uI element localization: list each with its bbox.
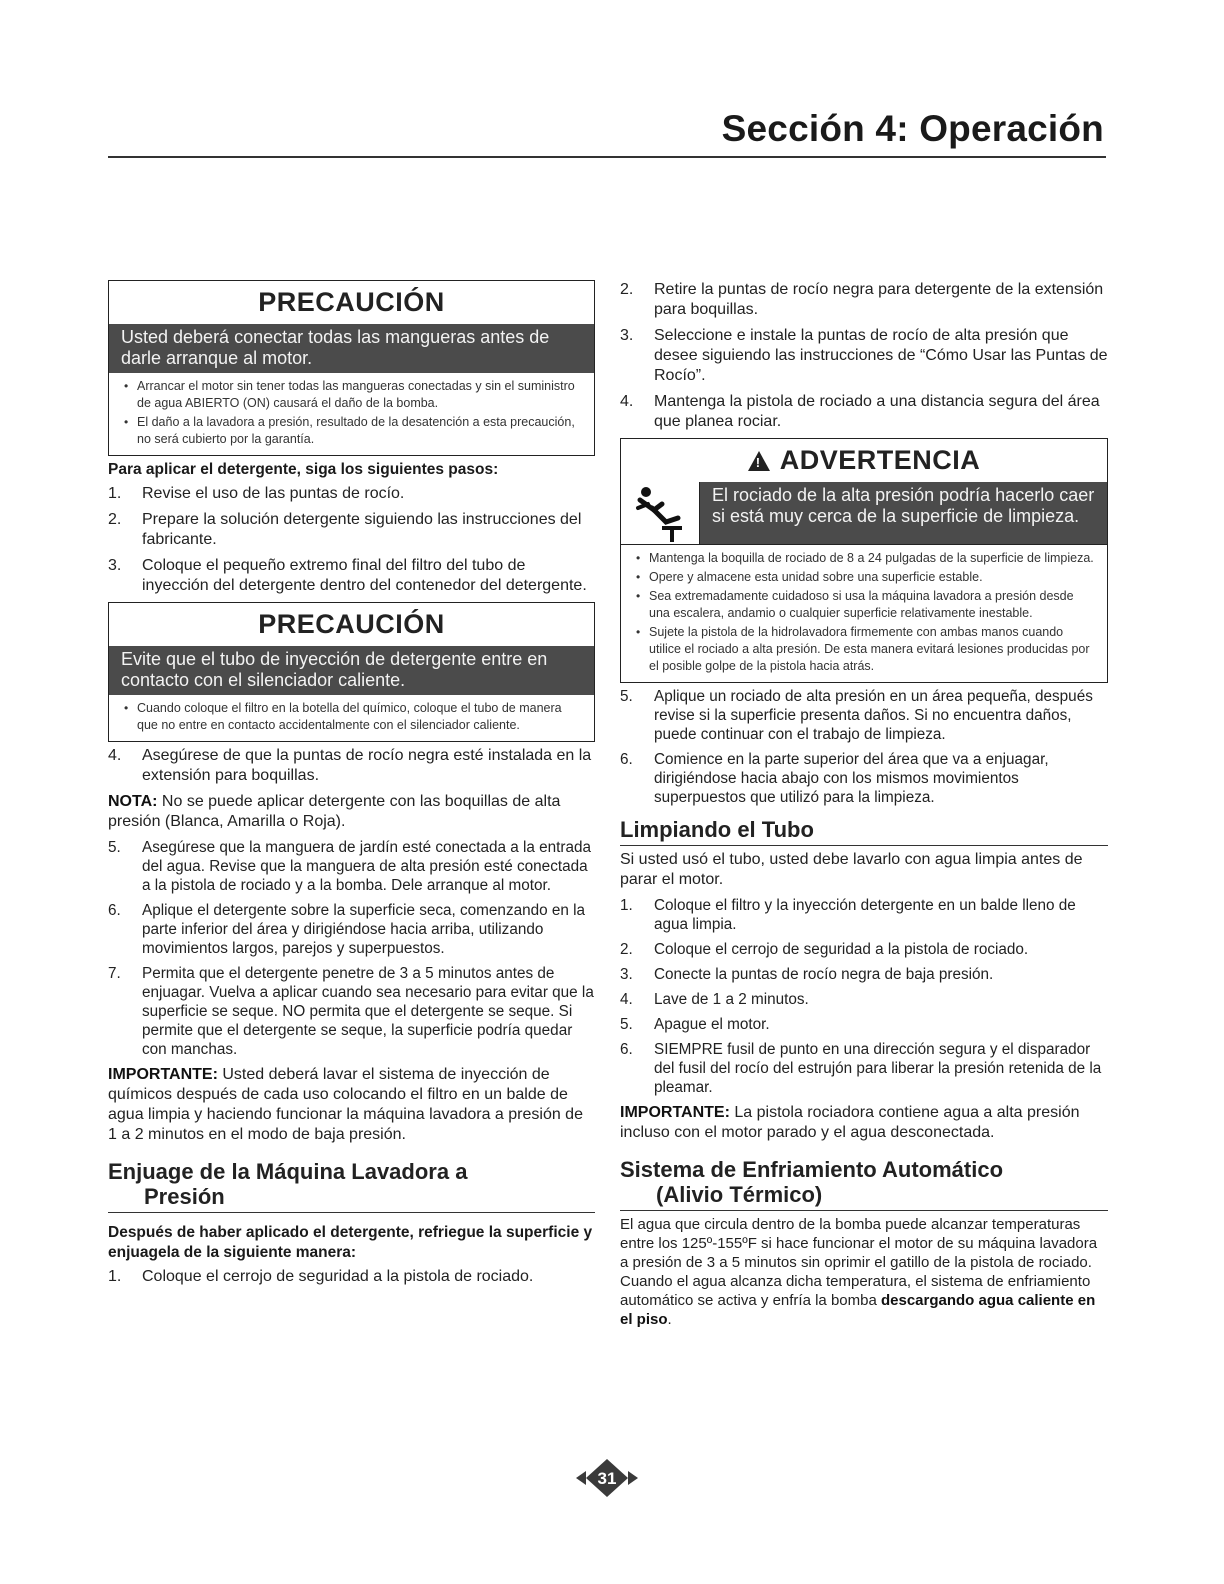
tube-steps bbox=[620, 896, 1108, 1097]
step-item: 3. Coloque el pequeño extremo final del filtro del tubo de inyección del detergente dentro del contenedor del detergente. bbox=[108, 557, 587, 594]
step-item: 1. Coloque el filtro y la inyección detergente en un balde lleno de agua limpia. bbox=[620, 897, 1076, 933]
caution-bullet: • Arrancar el motor sin tener todas las mangueras conectadas y sin el suministro de agua ABIERTO (ON) causará el daño de la bomba. bbox=[137, 378, 584, 412]
cooling-heading: Sistema de Enfriamiento Automático (Alivio Térmico) bbox=[620, 1157, 1108, 1211]
warning-band: El rociado de la alta presión podría hacerlo caer si está muy cerca de la superficie de limpieza. bbox=[700, 482, 1107, 544]
tube-intro: Si usted usó el tubo, usted debe lavarlo con agua limpia antes de parar el motor. bbox=[620, 851, 1083, 888]
caution-title: PRECAUCIÓN bbox=[258, 609, 445, 639]
step-item: 2. Coloque el cerrojo de seguridad a la pistola de rociado. bbox=[620, 941, 1029, 958]
detergent-steps-cont bbox=[108, 746, 595, 786]
rinse-steps bbox=[108, 1267, 595, 1287]
warning-row bbox=[621, 482, 1107, 544]
caution-bullet: • El daño a la lavadora a presión, resultado de la desatención a esta precaución, no será cubierto por la garantía. bbox=[137, 414, 584, 448]
title-rule bbox=[108, 156, 1106, 158]
rinse-steps-later bbox=[620, 687, 1108, 807]
caution-bullets bbox=[109, 695, 594, 741]
step-item: 6. SIEMPRE fusil de punto en una dirección segura y el disparador del fusil del rocío del estrujón para liberar la presión retenida de la pleamar. bbox=[620, 1041, 1102, 1096]
caution-box-1 bbox=[108, 280, 595, 456]
step-item: 1. Revise el uso de las puntas de rocío. bbox=[108, 485, 405, 502]
step-item: 1. Coloque el cerrojo de seguridad a la pistola de rociado. bbox=[108, 1268, 534, 1285]
warning-header bbox=[621, 439, 1107, 482]
step-item: 4. Lave de 1 a 2 minutos. bbox=[620, 991, 809, 1008]
cooling-paragraph: El agua que circula dentro de la bomba puede alcanzar temperaturas entre los 125º-155ºF si hace funcionar el motor de su máquina lavadora a presión de 3 a 5 minutos sin oprimir el gatillo de la pistola de rociado. Cuando el agua alcanza dicha temperatura, el sistema de enfriamiento automático se activa y enfría la bomba descargando agua caliente en el piso. bbox=[620, 1216, 1098, 1328]
caution-bullets bbox=[109, 373, 594, 455]
detergent-steps-later bbox=[108, 838, 595, 1059]
caution-band: Usted deberá conectar todas las mangueras antes de darle arranque al motor. bbox=[109, 324, 594, 373]
warning-bullet: • Sujete la pistola de la hidrolavadora firmemente con ambas manos cuando utilice el rociado a alta presión. De esta manera evitará lesiones producidas por el posible golpe de la pistola hacia atrás. bbox=[649, 624, 1097, 675]
caution-title: PRECAUCIÓN bbox=[258, 287, 445, 317]
right-column bbox=[620, 280, 1108, 1335]
step-item: 3. Conecte la puntas de rocío negra de baja presión. bbox=[620, 966, 994, 983]
caution-bullet: • Cuando coloque el filtro en la botella del químico, coloque el tubo de manera que no entre en contacto accidentalmente con el silenciador caliente. bbox=[137, 700, 584, 734]
rinse-heading: Enjuage de la Máquina Lavadora a Presión bbox=[108, 1159, 595, 1213]
detergent-steps bbox=[108, 484, 595, 596]
step-item: 2. Retire la puntas de rocío negra para detergente de la extensión para boquillas. bbox=[620, 281, 1104, 318]
page-number-badge bbox=[576, 1459, 638, 1497]
step-item: 4. Asegúrese de que la puntas de rocío negra esté instalada en la extensión para boquillas. bbox=[108, 747, 592, 784]
warning-triangle-icon bbox=[748, 451, 770, 471]
warning-bullet: • Mantenga la boquilla de rociado de 8 a 24 pulgadas de la superficie de limpieza. bbox=[649, 550, 1097, 567]
caution-box-2 bbox=[108, 602, 595, 742]
page-number: 31 bbox=[597, 1469, 617, 1488]
step-item: 6. Comience en la parte superior del área que va a enjuagar, dirigiéndose hacia abajo con los mismos movimientos superpuestos que utilizó para la limpieza. bbox=[620, 751, 1049, 806]
step-item: 5. Aplique un rociado de alta presión en un área pequeña, después revise si la superficie presenta daños. Si no encuentra daños, puede continuar con el trabajo de limpieza. bbox=[620, 688, 1093, 743]
step-item: 3. Seleccione e instale la puntas de rocío de alta presión que desee siguiendo las instrucciones de “Cómo Usar las Puntas de Rocío”. bbox=[620, 327, 1108, 384]
warning-bullet: • Sea extremadamente cuidadoso si usa la máquina lavadora a presión desde una escalera, andamio o cualquier superficie relativamente inestable. bbox=[649, 588, 1097, 622]
rinse-steps-cont bbox=[620, 280, 1108, 432]
tube-heading: Limpiando el Tubo bbox=[620, 817, 1108, 846]
falling-person-icon bbox=[621, 482, 700, 544]
step-item: 6. Aplique el detergente sobre la superficie seca, comenzando en la parte inferior del área y dirigiéndose hacia arriba, utilizando movimientos largos, parejos y superpuestos. bbox=[108, 902, 586, 957]
rinse-subheading: Después de haber aplicado el detergente, refriegue la superficie y enjuagela de la siguiente manera: bbox=[108, 1224, 593, 1261]
warning-bullet: • Opere y almacene esta unidad sobre una superficie estable. bbox=[649, 569, 1097, 586]
detergent-heading: Para aplicar el detergente, siga los siguientes pasos: bbox=[108, 461, 499, 478]
note-paragraph: NOTA: No se puede aplicar detergente con las boquillas de alta presión (Blanca, Amarilla o Roja). bbox=[108, 793, 561, 830]
warning-bullets bbox=[621, 544, 1107, 682]
step-item: 5. Asegúrese que la manguera de jardín esté conectada a la entrada del agua. Revise que la manguera de alta presión esté conectada a la pistola de rociado y a la bomba. Dele arranque al motor. bbox=[108, 839, 592, 894]
step-item: 4. Mantenga la pistola de rociado a una distancia segura del área que planea rociar. bbox=[620, 393, 1100, 430]
warning-box bbox=[620, 438, 1108, 683]
step-item: 2. Prepare la solución detergente siguiendo las instrucciones del fabricante. bbox=[108, 511, 582, 548]
step-item: 5. Apague el motor. bbox=[620, 1016, 770, 1033]
step-item: 7. Permita que el detergente penetre de 3 a 5 minutos antes de enjuagar. Vuelva a aplicar cuando sea necesario para evitar que la superficie se seque. NO permita que el detergente se seque. Si permite que el detergente se seque, la superficie podría quedar con manchas. bbox=[108, 965, 594, 1058]
important-paragraph: IMPORTANTE: Usted deberá lavar el sistema de inyección de químicos después de cada uso colocando el filtro en un balde de agua limpia y haciendo funcionar la máquina lavadora a presión de 1 a 2 minutos en el modo de baja presión. bbox=[108, 1066, 583, 1143]
left-column bbox=[108, 280, 595, 1293]
caution-band: Evite que el tubo de inyección de detergente entre en contacto con el silenciador caliente. bbox=[109, 646, 594, 695]
important-paragraph: IMPORTANTE: La pistola rociadora contiene agua a alta presión incluso con el motor parado y el agua desconectada. bbox=[620, 1104, 1080, 1141]
warning-title: ADVERTENCIA bbox=[779, 445, 981, 475]
page-title: Sección 4: Operación bbox=[721, 108, 1104, 149]
